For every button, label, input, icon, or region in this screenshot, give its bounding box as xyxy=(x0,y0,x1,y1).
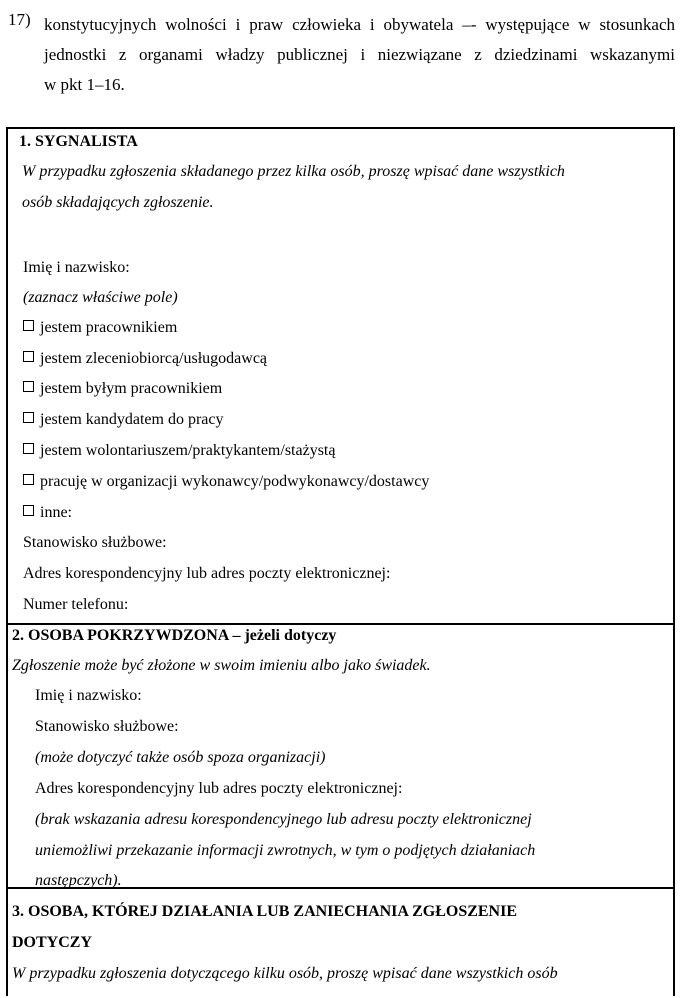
intro-list-item xyxy=(0,0,680,100)
section-2-title: 2. OSOBA POKRZYWDZONA – jeżeli dotyczy xyxy=(12,627,337,644)
option-volunteer[interactable] xyxy=(23,442,335,460)
option-label: jestem zleceniobiorcą/usługodawcą xyxy=(40,350,268,367)
option-contractor-organization[interactable] xyxy=(23,473,429,491)
name-field-label: Imię i nazwisko: xyxy=(23,259,130,276)
injured-address-note-line-2: uniemożliwi przekazanie informacji zwrotnych, w tym o podjętych działaniach xyxy=(35,842,536,859)
injured-address-label: Adres korespondencyjny lub adres poczty elektronicznej: xyxy=(35,780,403,797)
position-field-label: Stanowisko służbowe: xyxy=(23,534,167,551)
option-label: jestem kandydatem do pracy xyxy=(40,411,224,428)
option-label: jestem byłym pracownikiem xyxy=(40,380,223,397)
option-label: jestem pracownikiem xyxy=(40,319,178,336)
injured-address-note-line-3: następczych). xyxy=(35,872,122,889)
list-item-line-1: konstytucyjnych wolności i praw człowieka i obywatela –- występujące w stosunkach xyxy=(44,15,675,34)
report-form-table xyxy=(6,127,675,996)
section-1-instruction-line-1: W przypadku zgłoszenia składanego przez kilka osób, proszę wpisać dane wszystkich xyxy=(22,163,565,180)
option-former-employee[interactable] xyxy=(23,380,222,398)
option-candidate[interactable] xyxy=(23,411,224,429)
section-3-title-line-2: DOTYCZY xyxy=(12,934,93,951)
section-1-title: 1. SYGNALISTA xyxy=(19,133,138,150)
injured-position-label: Stanowisko służbowe: xyxy=(35,718,179,735)
section-3-instruction: W przypadku zgłoszenia dotyczącego kilku osób, proszę wpisać dane wszystkich osób xyxy=(12,965,558,982)
address-field-label: Adres korespondencyjny lub adres poczty elektronicznej: xyxy=(23,565,391,582)
section-whistleblower xyxy=(8,129,673,623)
checkbox-icon[interactable] xyxy=(23,381,34,392)
section-accused-person xyxy=(8,889,673,998)
mark-hint: (zaznacz właściwe pole) xyxy=(23,289,178,306)
checkbox-icon[interactable] xyxy=(23,351,34,362)
injured-position-note: (może dotyczyć także osób spoza organizacji) xyxy=(35,749,326,766)
option-contractor[interactable] xyxy=(23,350,267,368)
list-item-line-2: jednostki z organami władzy publicznej i niezwiązane z dziedzinami wskazanymi xyxy=(44,45,675,64)
option-employee[interactable] xyxy=(23,319,177,337)
section-2-instruction: Zgłoszenie może być złożone w swoim imieniu albo jako świadek. xyxy=(12,657,431,674)
list-item-text xyxy=(44,10,675,100)
checkbox-icon[interactable] xyxy=(23,412,34,423)
section-injured-person xyxy=(8,625,673,887)
checkbox-icon[interactable] xyxy=(23,443,34,454)
section-1-instruction-line-2: osób składających zgłoszenie. xyxy=(22,194,214,211)
section-3-title-line-1: 3. OSOBA, KTÓREJ DZIAŁANIA LUB ZANIECHANIA ZGŁOSZENIE xyxy=(12,903,518,920)
option-label: jestem wolontariuszem/praktykantem/stażystą xyxy=(40,442,336,459)
checkbox-icon[interactable] xyxy=(23,474,34,485)
phone-field-label: Numer telefonu: xyxy=(23,596,129,613)
option-label: pracuję w organizacji wykonawcy/podwykonawcy/dostawcy xyxy=(40,473,430,490)
checkbox-icon[interactable] xyxy=(23,505,34,516)
list-item-line-3: w pkt 1–16. xyxy=(44,75,125,94)
checkbox-icon[interactable] xyxy=(23,320,34,331)
list-item-number: 17) xyxy=(8,10,31,29)
injured-name-label: Imię i nazwisko: xyxy=(35,687,142,704)
option-other[interactable] xyxy=(23,504,72,522)
injured-address-note-line-1: (brak wskazania adresu korespondencyjnego lub adresu poczty elektronicznej xyxy=(35,811,532,828)
option-label: inne: xyxy=(40,504,72,521)
